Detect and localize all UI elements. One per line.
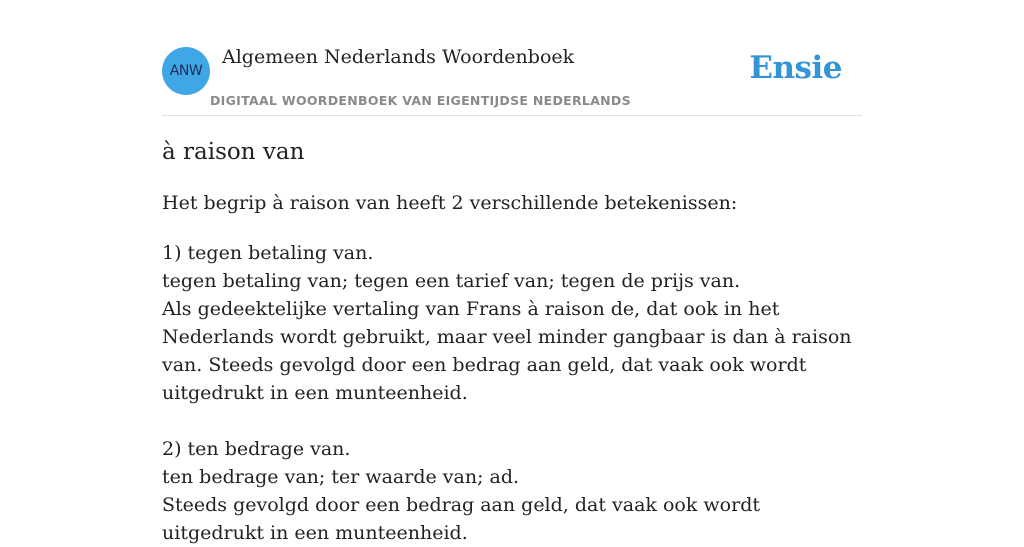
entry-intro: Het begrip à raison van heeft 2 verschillende betekenissen: [162,192,738,214]
definition-item [162,435,862,547]
entry-term: à raison van [162,139,305,165]
source-title[interactable]: Algemeen Nederlands Woordenboek [222,46,575,68]
definition-synonyms: ten bedrage van; ter waarde van; ad. [162,466,520,488]
definition-heading: 1) tegen betaling van. [162,242,374,264]
definition-synonyms: tegen betaling van; tegen een tarief van; tegen de prijs van. [162,270,741,292]
definition-heading: 2) ten bedrage van. [162,438,351,460]
logo-text: ANW [169,63,203,79]
source-subtitle: DIGITAAL WOORDENBOEK VAN EIGENTIJDSE NEDERLANDS [210,93,631,108]
anw-logo[interactable] [162,47,210,95]
definition-explanation: Als gedeektelijke vertaling van Frans à raison de, dat ook in het Nederlands wordt gebruikt, maar veel minder gangbaar is dan à raison van. Steeds gevolgd door een bedrag aan geld, dat vaak ook wordt uitgedrukt in een munteenheid. [162,298,852,404]
definition-item [162,239,862,407]
site-header [162,0,862,116]
definitions-list [162,239,862,547]
ensie-logo[interactable]: Ensie [749,50,842,86]
definition-explanation: Steeds gevolgd door een bedrag aan geld, dat vaak ook wordt uitgedrukt in een munteenheid. [162,494,760,544]
definition-spacer [162,407,862,435]
